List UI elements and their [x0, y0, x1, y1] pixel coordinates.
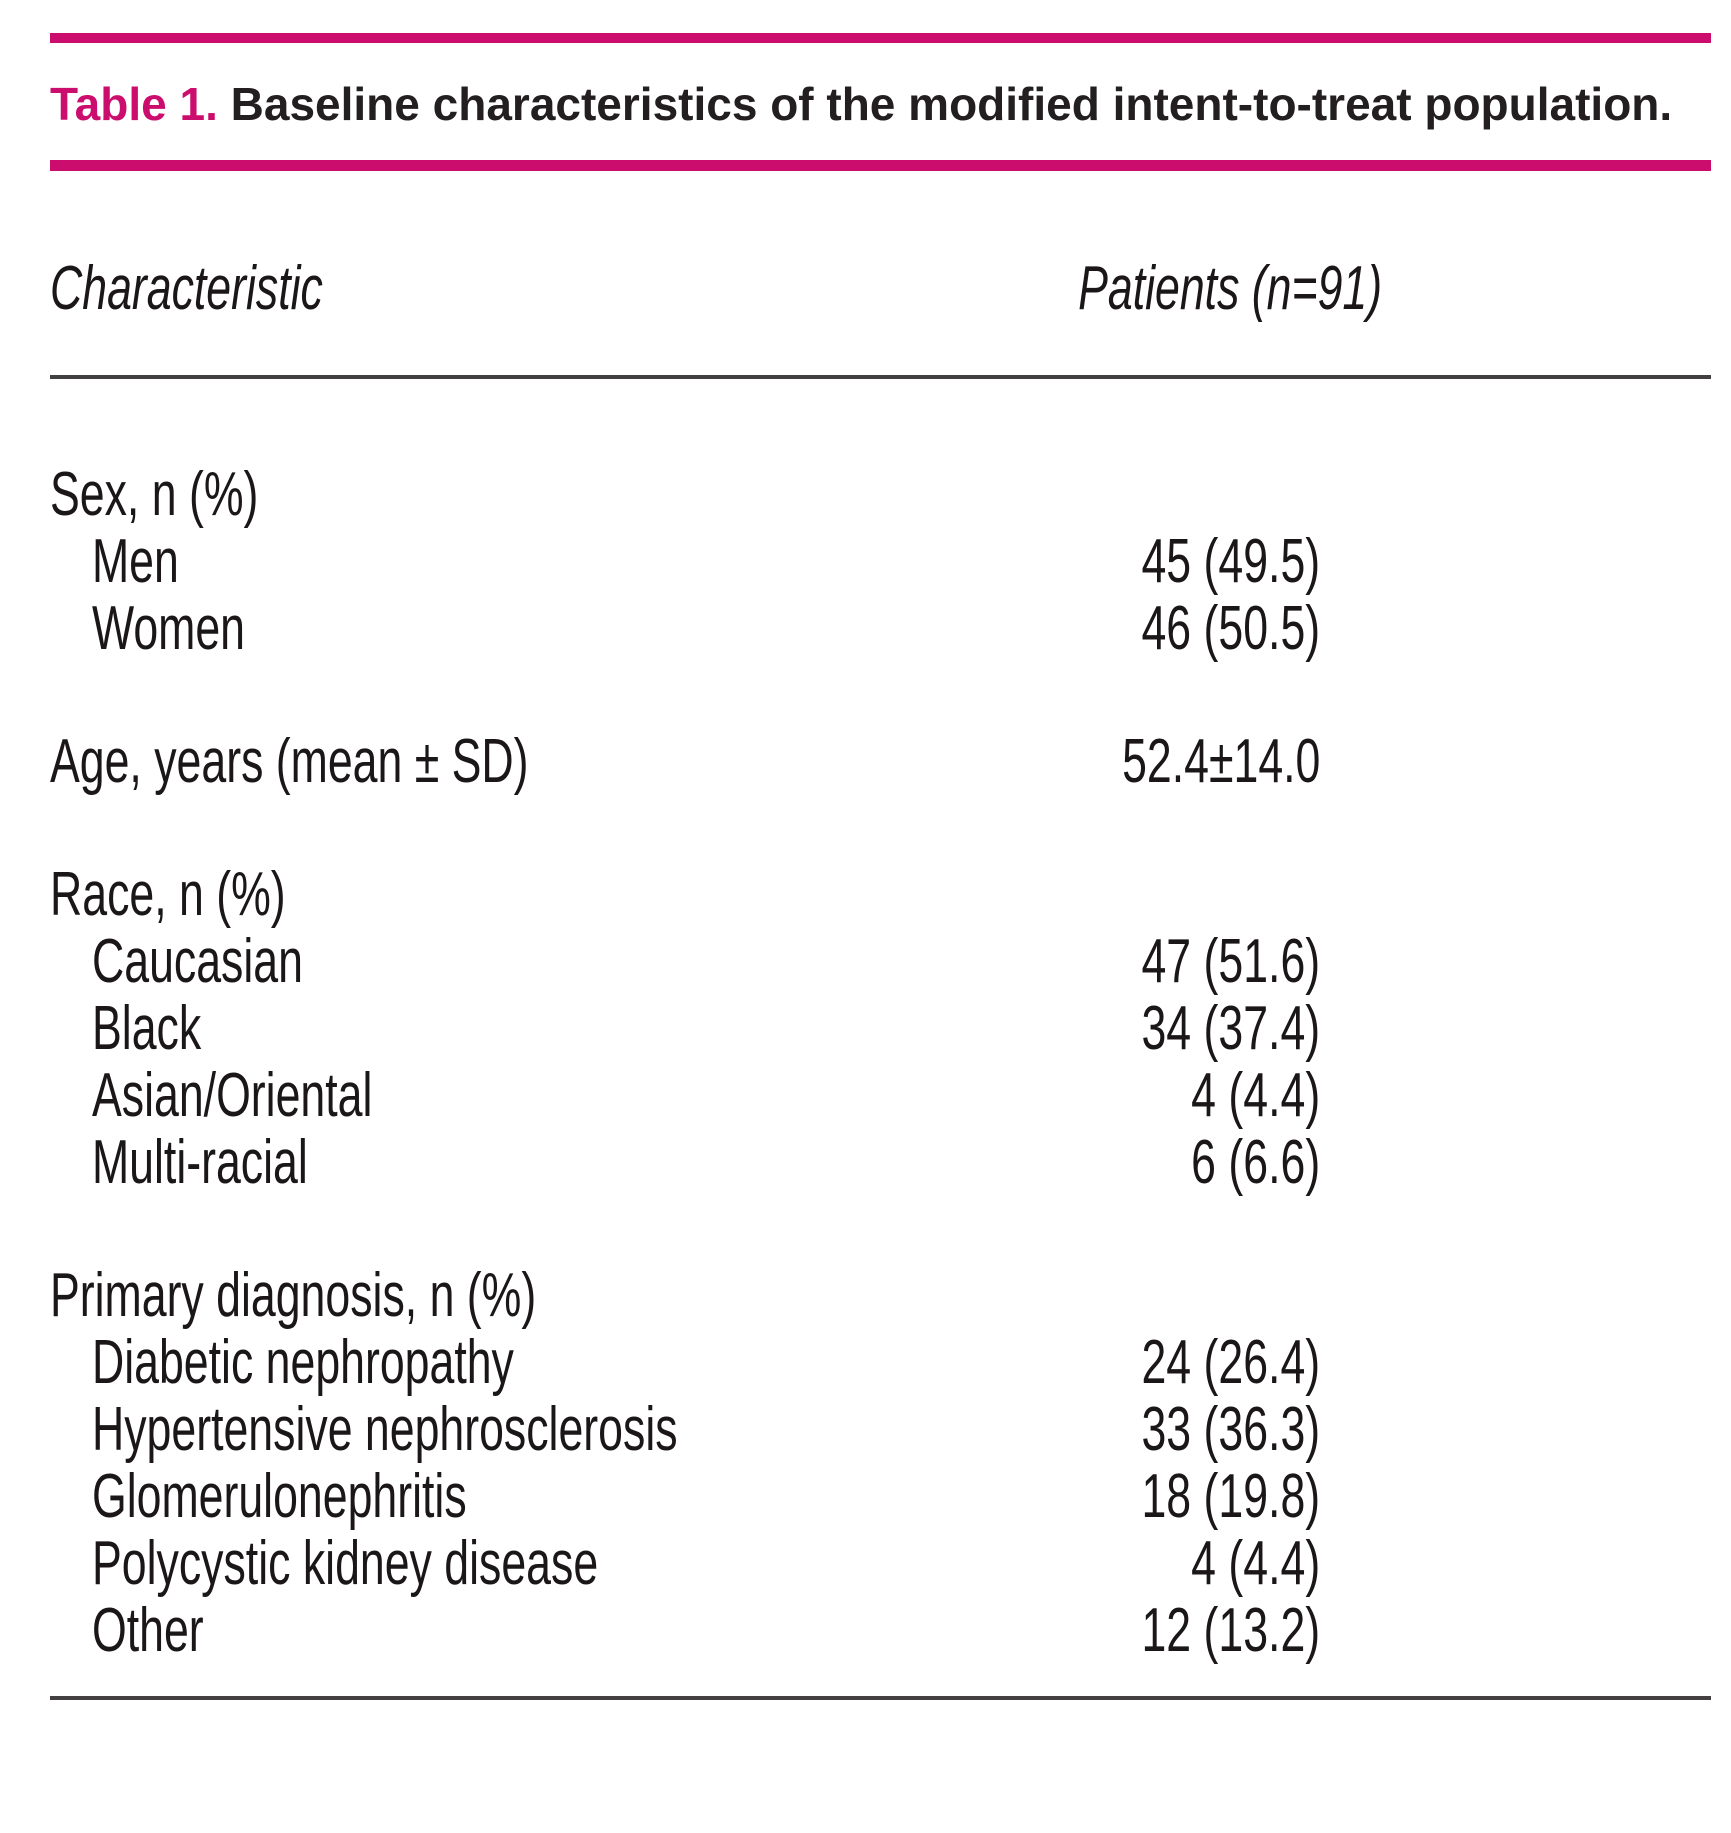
section-header-row-sex	[50, 461, 1711, 528]
table-caption-text: Baseline characteristics of the modified intent-to-treat population.	[230, 78, 1673, 130]
section-header-sex: Sex, n (%)	[50, 460, 259, 529]
table-number-label: Table 1.	[50, 78, 218, 130]
row-value-age: 52.4±14.0	[1121, 727, 1320, 796]
row-value-men: 45 (49.5)	[1141, 527, 1320, 596]
row-other	[50, 1597, 1711, 1664]
column-header-patients: Patients (n=91)	[1077, 254, 1382, 323]
row-caucasian	[50, 928, 1711, 995]
row-value-black: 34 (37.4)	[1141, 994, 1320, 1063]
row-label-diabetic-nephropathy: Diabetic nephropathy	[92, 1328, 514, 1397]
section-sex	[50, 461, 1711, 662]
section-header-primary-diagnosis: Primary diagnosis, n (%)	[50, 1261, 537, 1330]
row-multi-racial	[50, 1129, 1711, 1196]
section-header-race: Race, n (%)	[50, 860, 286, 929]
row-women	[50, 595, 1711, 662]
row-label-multi-racial: Multi-racial	[92, 1128, 308, 1197]
row-label-other: Other	[92, 1596, 204, 1665]
header-divider-rule	[50, 375, 1711, 379]
row-asian-oriental	[50, 1062, 1711, 1129]
section-primary-diagnosis	[50, 1262, 1711, 1664]
section-age	[50, 728, 1711, 795]
row-value-diabetic-nephropathy: 24 (26.4)	[1141, 1328, 1320, 1397]
column-header-characteristic: Characteristic	[50, 254, 323, 323]
row-value-polycystic-kidney-disease: 4 (4.4)	[1190, 1529, 1320, 1598]
row-diabetic-nephropathy	[50, 1329, 1711, 1396]
column-header-patients-cell	[1000, 256, 1460, 322]
row-value-glomerulonephritis: 18 (19.8)	[1141, 1462, 1320, 1531]
table-caption	[50, 74, 1711, 134]
section-race	[50, 861, 1711, 1196]
row-value-asian-oriental: 4 (4.4)	[1190, 1061, 1320, 1130]
row-label-age: Age, years (mean ± SD)	[50, 727, 529, 796]
row-polycystic-kidney-disease	[50, 1530, 1711, 1597]
row-glomerulonephritis	[50, 1463, 1711, 1530]
top-accent-rule	[50, 33, 1711, 43]
row-hypertensive-nephrosclerosis	[50, 1396, 1711, 1463]
row-black	[50, 995, 1711, 1062]
caption-bottom-accent-rule	[50, 160, 1711, 171]
row-label-men: Men	[92, 527, 179, 596]
column-header-characteristic-cell	[50, 256, 1000, 322]
row-label-women: Women	[92, 594, 245, 663]
table-figure	[0, 33, 1731, 1833]
row-label-glomerulonephritis: Glomerulonephritis	[92, 1462, 467, 1531]
row-value-multi-racial: 6 (6.6)	[1190, 1128, 1320, 1197]
row-men	[50, 528, 1711, 595]
row-label-black: Black	[92, 994, 202, 1063]
row-label-polycystic-kidney-disease: Polycystic kidney disease	[92, 1529, 599, 1598]
row-label-caucasian: Caucasian	[92, 927, 303, 996]
row-label-hypertensive-nephrosclerosis: Hypertensive nephrosclerosis	[92, 1395, 678, 1464]
row-value-women: 46 (50.5)	[1141, 594, 1320, 663]
row-value-other: 12 (13.2)	[1141, 1596, 1320, 1665]
row-value-caucasian: 47 (51.6)	[1141, 927, 1320, 996]
column-header-row	[50, 256, 1711, 322]
row-label-asian-oriental: Asian/Oriental	[92, 1061, 373, 1130]
bottom-rule	[50, 1696, 1711, 1700]
section-header-row-primary-diagnosis	[50, 1262, 1711, 1329]
section-header-row-race	[50, 861, 1711, 928]
row-age	[50, 728, 1711, 795]
row-value-hypertensive-nephrosclerosis: 33 (36.3)	[1141, 1395, 1320, 1464]
